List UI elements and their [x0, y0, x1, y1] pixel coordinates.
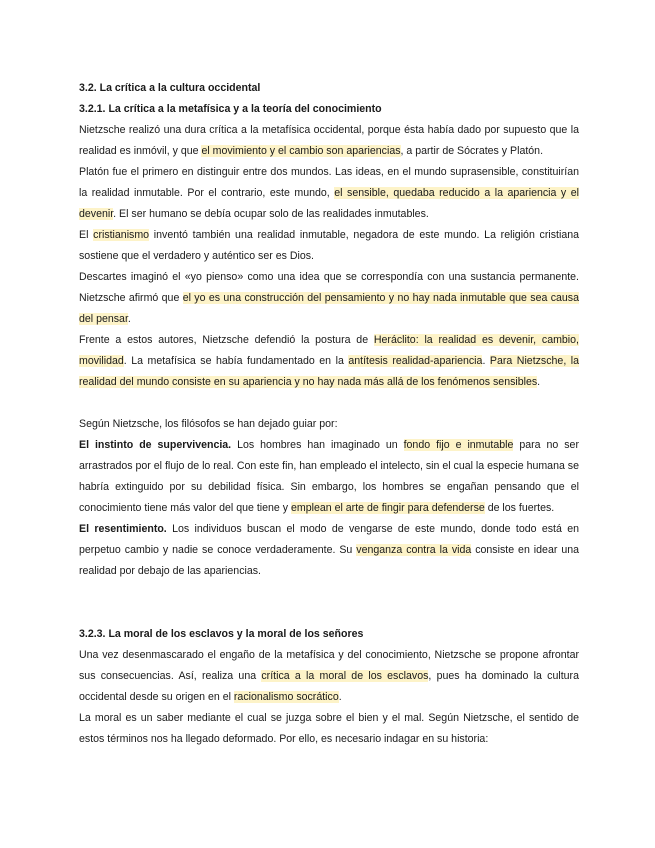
paragraph-resentment	[79, 519, 579, 582]
highlighted-text: emplean el arte de fingir para defenderse	[291, 502, 485, 514]
paragraph-heraclitus	[79, 330, 579, 393]
highlighted-text: racionalismo socrático	[233, 691, 339, 703]
highlighted-text: Heráclito: la realidad es devenir, cambio, movilidad	[79, 334, 579, 367]
highlighted-text: fondo fijo e inmutable	[403, 439, 514, 451]
text-span: .	[482, 355, 490, 367]
text-span: .	[127, 313, 131, 325]
subsection-heading-3-2-3: 3.2.3. La moral de los esclavos y la moral de los señores	[79, 628, 364, 640]
text-span: . El ser humano se debía ocupar solo de las realidades inmutables.	[113, 208, 429, 220]
document-body	[79, 78, 579, 750]
paragraph-spacer	[79, 393, 579, 414]
text-span: para no ser arrastrados por el flujo de lo real. Con este fin, han empleado el intelecto, sin el cual la especie humana se habría extinguido por su debilidad física. Sin embargo, los hombres se engañan pensando que el conocimiento tiene más valor del que tiene y	[79, 439, 579, 514]
paragraph-philosophers-guided: Según Nietzsche, los filósofos se han dejado guiar por:	[79, 418, 338, 430]
text-span: Una vez desenmascarado el engaño de la metafísica y del conocimiento, Nietzsche se propone afrontar sus consecuencias. Así, realiza una	[79, 649, 579, 682]
text-span: Nietzsche realizó una dura crítica a la metafísica occidental, porque ésta había dado por supuesto que la realidad es inmóvil, y que	[79, 124, 579, 157]
text-span: Descartes imaginó el «yo pienso» como una idea que se correspondía con una sustancia permanente. Nietzsche afirmó que	[79, 271, 579, 304]
highlighted-text: cristianismo	[93, 229, 150, 241]
bold-term: El resentimiento.	[79, 523, 167, 535]
text-span: .	[338, 691, 342, 703]
highlighted-text: crítica a la moral de los esclavos	[261, 670, 429, 682]
section-heading-3-2: 3.2. La crítica a la cultura occidental	[79, 82, 261, 94]
highlighted-text: antítesis realidad-apariencia	[348, 355, 483, 367]
text-span: Los hombres han imaginado un	[231, 439, 404, 451]
section-spacer	[79, 582, 579, 624]
highlighted-text: el movimiento y el cambio son apariencias	[201, 145, 401, 157]
paragraph-survival-instinct	[79, 435, 579, 519]
text-span: inventó también una realidad inmutable, negadora de este mundo. La religión cristiana sostiene que el verdadero y auténtico ser es Dios.	[79, 229, 579, 262]
text-span: .	[537, 376, 541, 388]
paragraph-metaphysics-critique	[79, 120, 579, 162]
paragraph-plato	[79, 162, 579, 225]
paragraph-morality-definition: La moral es un saber mediante el cual se juzga sobre el bien y el mal. Según Nietzsche, el sentido de estos términos nos ha llegado deformado. Por ello, es necesario indagar en su historia:	[79, 712, 579, 745]
text-span: Platón fue el primero en distinguir entre dos mundos. Las ideas, en el mundo suprasensible, constituirían la realidad inmutable. Por el contrario, este mundo,	[79, 166, 579, 199]
paragraph-christianity	[79, 225, 579, 267]
text-span: consiste en idear una realidad por debajo de las apariencias.	[79, 544, 579, 577]
text-span: , a partir de Sócrates y Platón.	[400, 145, 544, 157]
text-span: , pues ha dominado la cultura occidental desde su origen en el	[79, 670, 579, 703]
text-span: Frente a estos autores, Nietzsche defendió la postura de	[79, 334, 374, 346]
highlighted-text: Para Nietzsche, la realidad del mundo consiste en su apariencia y no hay nada más allá de los fenómenos sensibles	[79, 355, 580, 388]
highlighted-text: el yo es una construcción del pensamiento y no hay nada inmutable que sea causa del pensar	[79, 292, 579, 325]
highlighted-text: el sensible, quedaba reducido a la apariencia y el devenir	[79, 187, 579, 220]
text-span: de los fuertes.	[484, 502, 555, 514]
bold-term: El instinto de supervivencia.	[79, 439, 232, 451]
text-span: . La metafísica se había fundamentado en la	[123, 355, 349, 367]
paragraph-slave-morality	[79, 645, 579, 708]
subsection-heading-3-2-1: 3.2.1. La crítica a la metafísica y a la teoría del conocimiento	[79, 103, 382, 115]
text-span: El	[79, 229, 94, 241]
paragraph-descartes	[79, 267, 579, 330]
text-span: Los individuos buscan el modo de vengarse de este mundo, donde todo está en perpetuo cambio y nadie se conoce verdaderamente. Su	[79, 523, 579, 556]
highlighted-text: venganza contra la vida	[356, 544, 472, 556]
